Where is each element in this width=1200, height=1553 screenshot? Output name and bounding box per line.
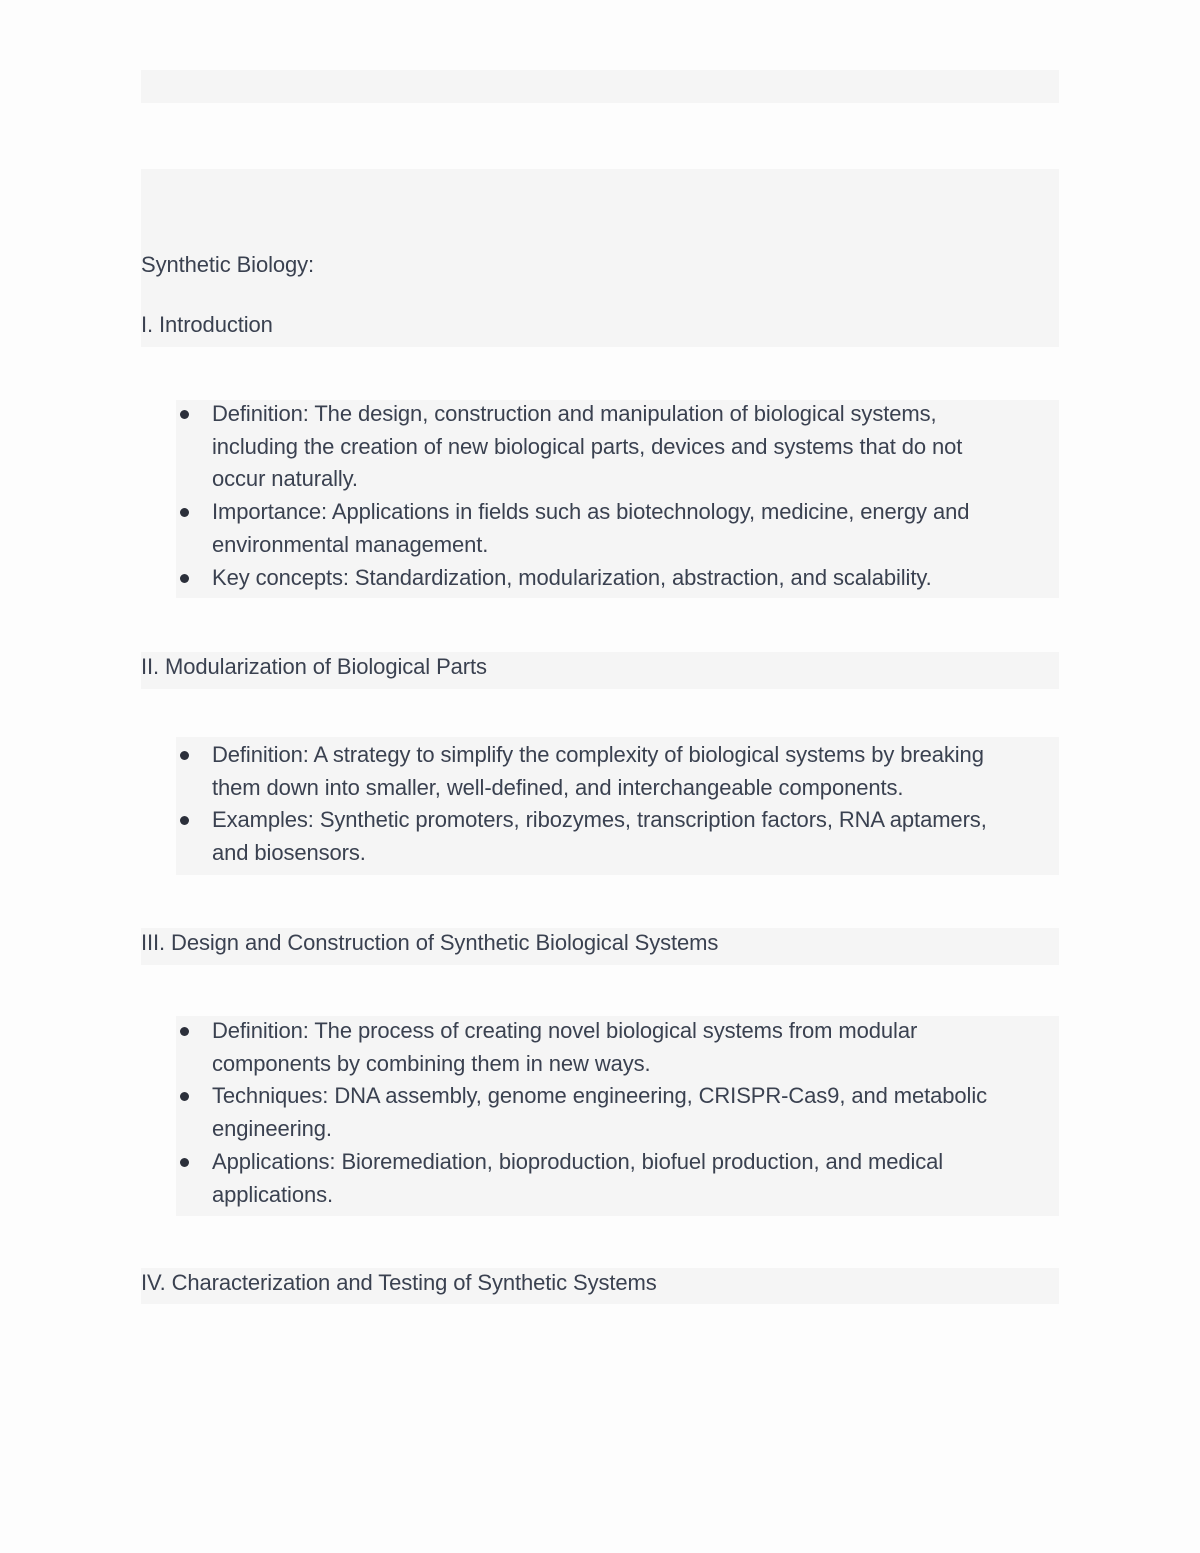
list-item-line: Definition: The design, construction and manipulation of biological systems, — [212, 401, 937, 426]
list-item-line: and biosensors. — [212, 840, 366, 866]
list-item — [176, 562, 1059, 595]
list-item-line: Key concepts: Standardization, modularization, abstraction, and scalability. — [212, 564, 932, 590]
section-3-bullet-list — [176, 1015, 1059, 1211]
list-item — [176, 739, 1059, 804]
list-item-line: Techniques: DNA assembly, genome engineering, CRISPR-Cas9, and metabolic — [212, 1083, 988, 1109]
list-item — [176, 1015, 1059, 1080]
list-item-line: them down into smaller, well-defined, and interchangeable components. — [212, 774, 904, 800]
section-1-bullet-list — [176, 398, 1059, 594]
list-item — [176, 804, 1059, 869]
list-item — [176, 496, 1059, 561]
section-heading: I. Introduction — [141, 312, 273, 337]
list-item — [176, 1080, 1059, 1145]
list-item-line: applications. — [212, 1181, 333, 1207]
bullet-icon — [180, 751, 189, 760]
list-item — [176, 398, 1059, 496]
list-item — [176, 1146, 1059, 1211]
list-item-line: Definition: A strategy to simplify the complexity of biological systems by breaking — [212, 742, 984, 767]
section-heading: II. Modularization of Biological Parts — [141, 654, 487, 679]
bullet-icon — [180, 816, 189, 825]
list-item-line: including the creation of new biological parts, devices and systems that do not — [212, 433, 963, 459]
section-2-bullet-list — [176, 739, 1059, 870]
list-item-line: Applications: Bioremediation, bioproduction, biofuel production, and medical — [212, 1148, 944, 1174]
section-heading: IV. Characterization and Testing of Synthetic Systems — [141, 1270, 657, 1295]
top-blank-band — [141, 70, 1059, 103]
list-item-line: engineering. — [212, 1116, 332, 1142]
list-item-line: environmental management. — [212, 531, 489, 557]
document-title: Synthetic Biology: — [141, 252, 315, 277]
section-heading: III. Design and Construction of Synthetic Biological Systems — [141, 930, 719, 955]
list-item-line: Examples: Synthetic promoters, ribozymes, transcription factors, RNA aptamers, — [212, 807, 987, 833]
bullet-icon — [180, 410, 189, 419]
bullet-icon — [180, 574, 189, 583]
list-item-line: Definition: The process of creating novel biological systems from modular — [212, 1018, 918, 1043]
bullet-icon — [180, 508, 189, 517]
bullet-icon — [180, 1092, 189, 1101]
bullet-icon — [180, 1158, 189, 1167]
list-item-line: Importance: Applications in fields such as biotechnology, medicine, energy and — [212, 499, 970, 525]
bullet-icon — [180, 1027, 189, 1036]
list-item-line: occur naturally. — [212, 466, 358, 492]
list-item-line: components by combining them in new ways. — [212, 1050, 651, 1076]
